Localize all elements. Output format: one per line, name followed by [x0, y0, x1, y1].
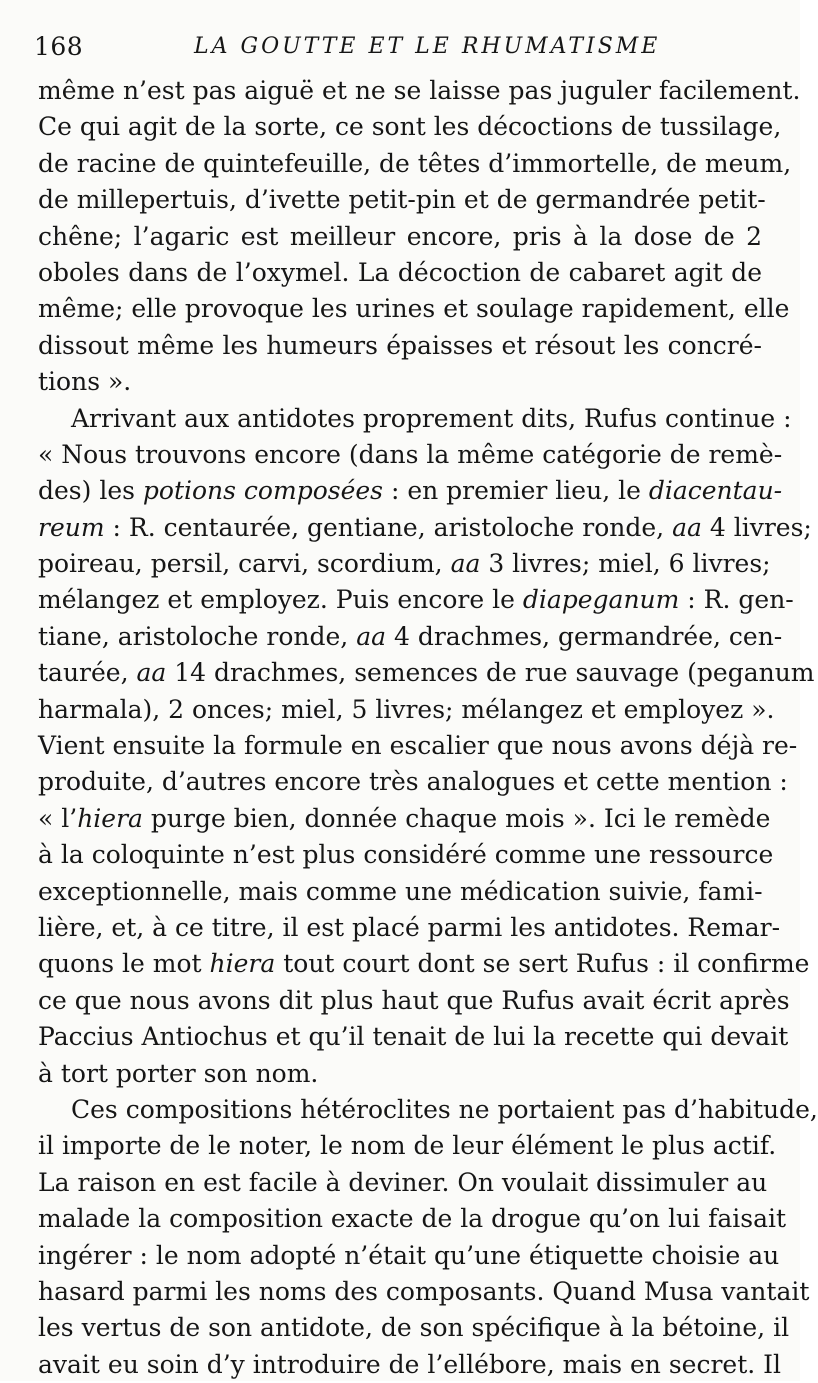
- text-run: hasard parmi les noms des composants. Quand Musa vantait: [38, 1276, 810, 1306]
- text-run: : R. gen-: [679, 585, 794, 615]
- text-line: [38, 874, 762, 910]
- text-line: [38, 1165, 768, 1201]
- running-head: [34, 32, 774, 62]
- text-run: à la coloquinte n’est plus considéré comme une ressource: [38, 840, 774, 870]
- italic-term: aa: [450, 549, 481, 579]
- text-run: il importe de le noter, le nom de leur élément le plus actif.: [38, 1131, 777, 1161]
- text-run: taurée,: [38, 658, 137, 688]
- running-title: LA GOUTTE ET LE RHUMATISME: [194, 34, 661, 59]
- text-line: [38, 473, 783, 509]
- italic-term: potions composées: [142, 476, 383, 506]
- text-line: [38, 1201, 787, 1237]
- text-line: [38, 1056, 762, 1092]
- text-line: [38, 1128, 777, 1164]
- text-run: 4 drachmes, germandrée, cen-: [386, 621, 783, 651]
- text-run: produite, d’autres encore très analogues et cette mention :: [38, 767, 788, 797]
- text-run: 4 livres;: [701, 512, 812, 542]
- text-run: Arrivant aux antidotes proprement dits, Rufus continue :: [71, 403, 792, 433]
- text-run: avait eu soin d’y introduire de l’ellébore, mais en secret. Il: [38, 1349, 782, 1379]
- text-line: [38, 946, 810, 982]
- text-line: [38, 255, 762, 291]
- text-line: [38, 182, 766, 218]
- text-run: tions ».: [38, 367, 132, 397]
- text-line: [38, 837, 774, 873]
- text-line: [38, 619, 783, 655]
- italic-term: diapeganum: [522, 585, 680, 615]
- text-run: à tort porter son nom.: [38, 1058, 319, 1088]
- text-run: Vient ensuite la formule en escalier que nous avons déjà re-: [38, 731, 798, 761]
- text-line: [38, 109, 782, 145]
- text-line: [38, 983, 790, 1019]
- text-run: malade la composition exacte de la drogue qu’on lui faisait: [38, 1204, 787, 1234]
- text-run: : R. centaurée, gentiane, aristoloche ronde,: [104, 512, 673, 542]
- text-line: [38, 510, 812, 546]
- text-line: [38, 328, 762, 364]
- text-line: [38, 692, 775, 728]
- italic-term: hiera: [209, 949, 276, 979]
- text-run: « l’: [38, 803, 78, 833]
- text-run: ingérer : le nom adopté n’était qu’une étiquette choisie au: [38, 1240, 780, 1270]
- text-run: des) les: [38, 476, 143, 506]
- text-line: [38, 401, 792, 437]
- text-run: quons le mot: [38, 949, 210, 979]
- text-line: [38, 910, 781, 946]
- text-run: La raison en est facile à deviner. On voulait dissimuler au: [38, 1167, 768, 1197]
- body-text: [38, 73, 818, 1383]
- text-line: [38, 1019, 789, 1055]
- text-line: [38, 437, 783, 473]
- text-line: [38, 291, 790, 327]
- text-line: [38, 1347, 782, 1383]
- text-line: [38, 655, 815, 691]
- text-run: : en premier lieu, le: [383, 476, 649, 506]
- text-run: 14 drachmes, semences de rue sauvage (peganum: [166, 658, 815, 688]
- italic-term: reum: [38, 512, 105, 542]
- text-run: Ce qui agit de la sorte, ce sont les décoctions de tussilage,: [38, 112, 782, 142]
- italic-term: aa: [136, 658, 167, 688]
- text-run: purge bien, donnée chaque mois ». Ici le remède: [142, 803, 771, 833]
- text-line: [38, 764, 788, 800]
- text-run: de millepertuis, d’ivette petit-pin et de germandrée petit-: [38, 185, 766, 215]
- text-line: [38, 73, 801, 109]
- text-run: dissout même les humeurs épaisses et résout les concré-: [38, 330, 762, 360]
- text-run: mélangez et employez. Puis encore le: [38, 585, 523, 615]
- text-run: poireau, persil, carvi, scordium,: [38, 549, 451, 579]
- text-run: de racine de quintefeuille, de têtes d’immortelle, de meum,: [38, 148, 792, 178]
- text-line: [38, 1310, 790, 1346]
- italic-term: hiera: [77, 803, 143, 833]
- text-run: même; elle provoque les urines et soulage rapidement, elle: [38, 294, 790, 324]
- text-line: [38, 801, 771, 837]
- text-run: lière, et, à ce titre, il est placé parmi les antidotes. Remar-: [38, 912, 781, 942]
- text-run: harmala), 2 onces; miel, 5 livres; mélangez et employez ».: [38, 694, 775, 724]
- text-line: [38, 364, 762, 400]
- text-run: Paccius Antiochus et qu’il tenait de lui la recette qui devait: [38, 1022, 789, 1052]
- text-run: les vertus de son antidote, de son spécifique à la bétoine, il: [38, 1313, 790, 1343]
- text-run: Ces compositions hétéroclites ne portaient pas d’habitude,: [71, 1094, 818, 1124]
- text-line: [38, 1092, 818, 1128]
- text-line: [38, 1238, 780, 1274]
- text-line: [38, 219, 762, 255]
- text-run: ce que nous avons dit plus haut que Rufus avait écrit après: [38, 985, 790, 1015]
- italic-term: aa: [356, 621, 387, 651]
- text-run: 3 livres; miel, 6 livres;: [480, 549, 771, 579]
- text-run: tout court dont se sert Rufus : il confirme: [275, 949, 810, 979]
- italic-term: aa: [672, 512, 702, 542]
- text-run: tiane, aristoloche ronde,: [38, 621, 357, 651]
- text-run: chêne; l’agaric est meilleur encore, pris à la dose de 2: [38, 221, 762, 251]
- text-line: [38, 1274, 810, 1310]
- text-run: exceptionnelle, mais comme une médication suivie, fami-: [38, 876, 763, 906]
- text-run: « Nous trouvons encore (dans la même catégorie de remè-: [38, 439, 783, 469]
- text-line: [38, 546, 771, 582]
- text-line: [38, 146, 792, 182]
- text-run: oboles dans de l’oxymel. La décoction de cabaret agit de: [38, 257, 762, 287]
- page-number: 168: [34, 32, 84, 61]
- text-run: même n’est pas aiguë et ne se laisse pas juguler facilement.: [38, 76, 801, 105]
- text-line: [38, 728, 798, 764]
- text-line: [38, 582, 794, 618]
- italic-term: diacentau-: [648, 476, 783, 506]
